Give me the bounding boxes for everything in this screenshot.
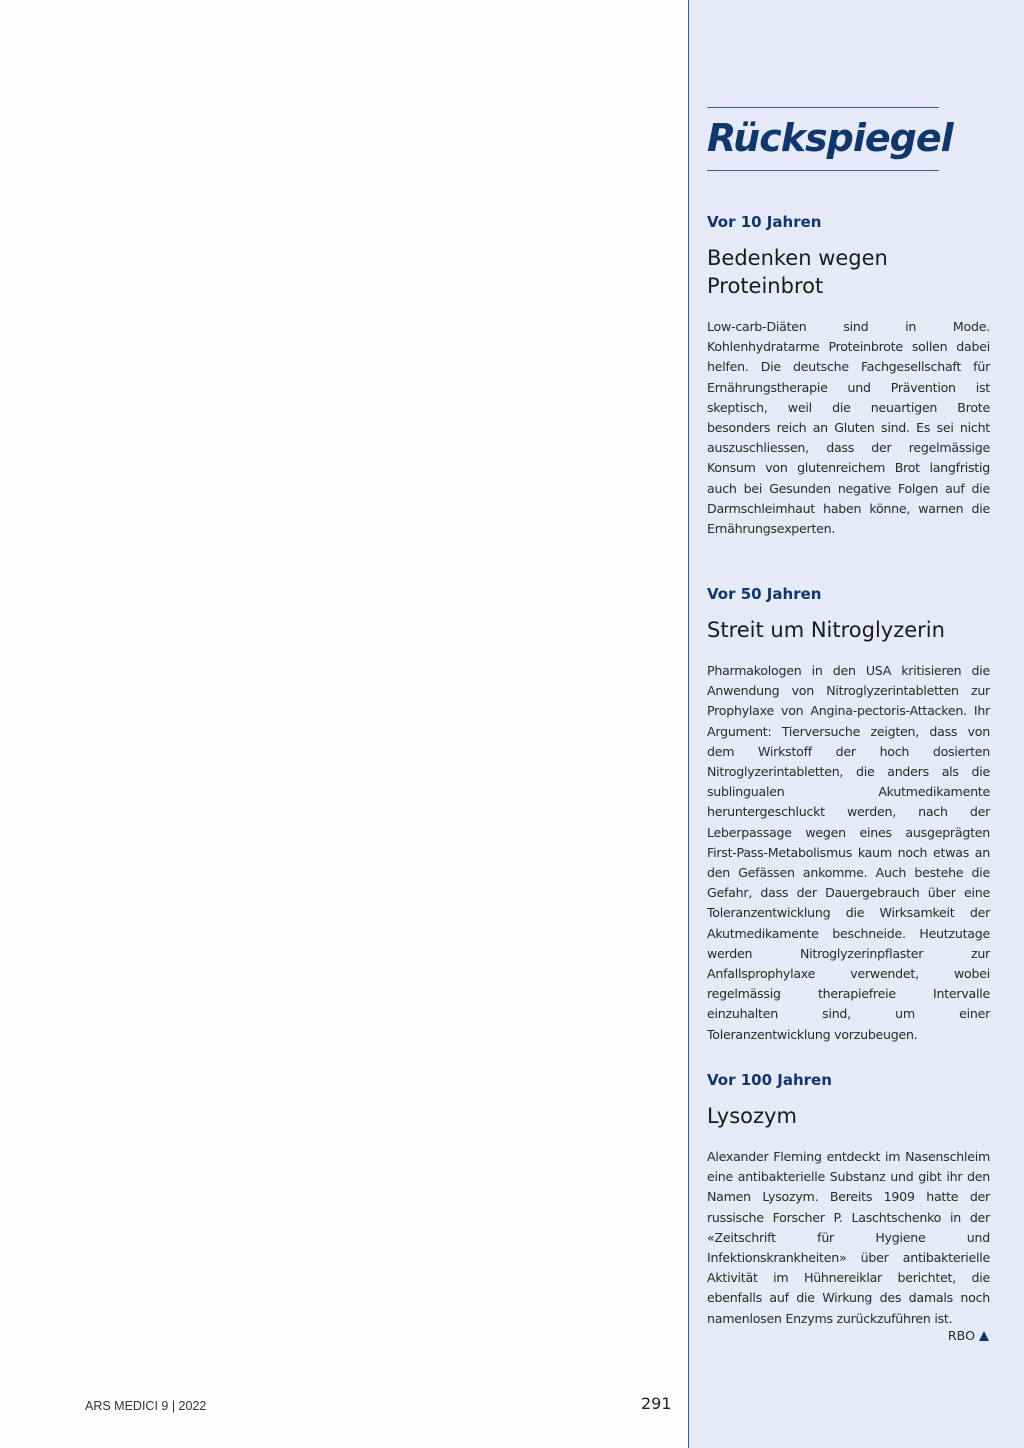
article-headline: Bedenken wegen Proteinbrot	[707, 246, 888, 298]
author-signature	[948, 1326, 989, 1346]
article-body: Low-carb-Diäten sind in Mode. Kohlenhydratarme Proteinbrote sollen dabei helfen. Die deutsche Fachgesellschaft für Ernährungstherapie und Prävention ist skeptisch, weil die neuartigen Brote besonders reich an Gluten sind. Es sei nicht auszuschliessen, dass der regelmässige Konsum von glutenreichem Brot langfristig auch bei Gesunden negative Folgen auf die Darmschleimhaut haben könne, warnen die Ernährungsexperten.	[707, 319, 990, 537]
article-kicker: Vor 50 Jahren	[707, 585, 822, 603]
article-10-years	[707, 212, 990, 539]
article-100-years	[707, 1070, 990, 1329]
masthead-title: Rückspiegel	[707, 116, 953, 160]
article-50-years	[707, 584, 990, 1045]
article-headline: Lysozym	[707, 1104, 797, 1128]
article-body: Pharmakologen in den USA kritisieren die Anwendung von Nitroglyzerintabletten zur Prophylaxe von Angina-pectoris-Attacken. Ihr Argument: Tierversuche zeigten, dass von dem Wirkstoff der hoch dosierten Nitroglyzerintabletten, die anders als die sublingualen Akutmedikamente heruntergeschluckt werden, nach der Leberpassage wegen eines ausgeprägten First-Pass-Metabolismus kaum noch etwas an den Gefässen ankomme. Auch bestehe die Gefahr, dass der Dauergebrauch über eine Toleranzentwicklung die Wirksamkeit der Akutmedikamente beschneide. Heutzutage werden Nitroglyzerinpflaster zur Anfallsprophylaxe verwendet, wobei regelmässig therapiefreie Intervalle einzuhalten sind, um einer Toleranzentwicklung vorzubeugen.	[707, 663, 990, 1042]
article-kicker: Vor 100 Jahren	[707, 1071, 832, 1089]
author-initials: RBO	[947, 1328, 975, 1343]
article-headline: Streit um Nitroglyzerin	[707, 618, 945, 642]
article-kicker: Vor 10 Jahren	[707, 213, 822, 231]
article-body: Alexander Fleming entdeckt im Nasenschleim eine antibakterielle Substanz und gibt ihr den Namen Lysozym. Bereits 1909 hatte der russische Forscher P. Laschtschenko in der «Zeitschrift für Hygiene und Infektionskrankheiten» über antibakterielle Aktivität im Hühnereiklar berichtet, die ebenfalls auf die Wirkung des damals noch namenlosen Enzyms zurückzuführen ist.	[707, 1149, 990, 1326]
page-number: 291	[641, 1394, 672, 1413]
end-triangle-icon	[979, 1331, 989, 1341]
footer-publication: ARS MEDICI 9 | 2022	[85, 1399, 207, 1413]
masthead	[707, 107, 953, 171]
